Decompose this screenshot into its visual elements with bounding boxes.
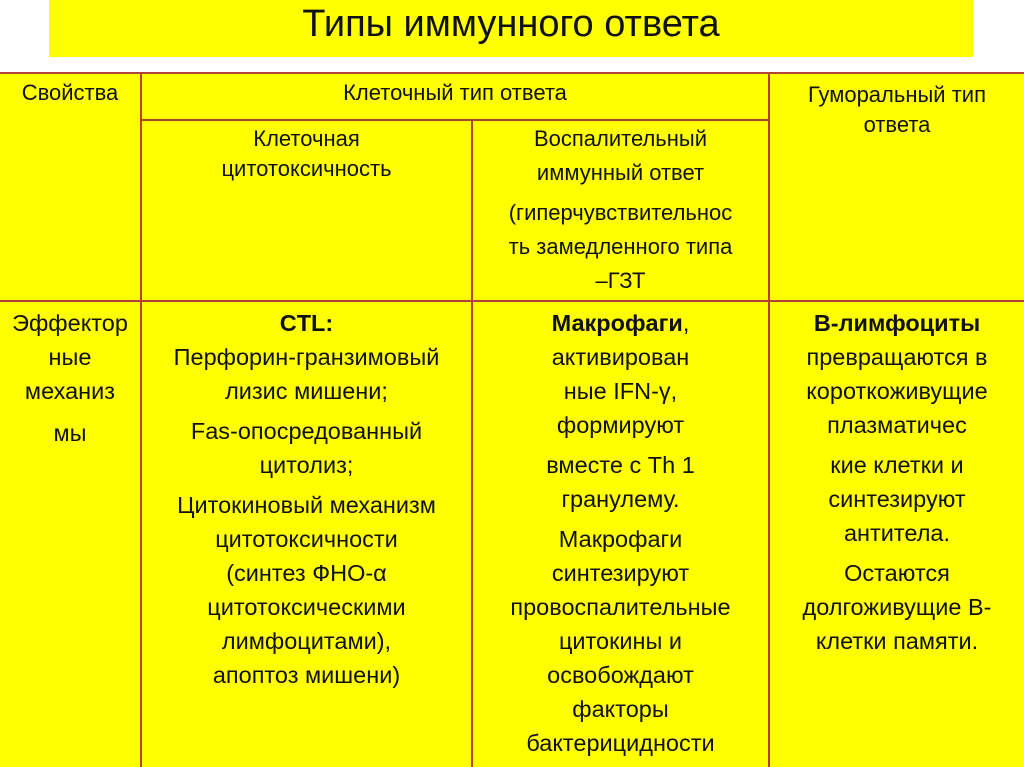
header-properties: Свойства xyxy=(21,80,119,105)
macrophages-heading: Макрофаги xyxy=(551,310,683,336)
subheader-divider xyxy=(140,119,770,121)
header-cellular: Клеточный тип ответа xyxy=(343,80,567,105)
row-label-effector: Эффектор ные механиз мы xyxy=(12,310,128,446)
ctl-mechanisms: CTL: Перфорин-гранзимовый лизис мишени; Fas-опосредованный цитолиз; Цитокиновый механизм цитотоксичности (синтез ФНО-α цитотоксическими лимфоцитами), апоптоз мишени) xyxy=(173,310,440,688)
header-cytotoxicity: Клеточная цитотоксичность xyxy=(221,126,392,181)
b-cell-mechanisms: В-лимфоциты превращаются в короткоживущие плазматичес кие клетки и синтезируют антитела. Остаются долгоживущие В- клетки памяти. xyxy=(802,310,992,654)
table-top-border xyxy=(0,72,1024,74)
title-banner xyxy=(49,0,973,57)
macrophage-mechanisms: Макрофаги, активирован ные IFN-γ, формируют вместе с Th 1 гранулему. Макрофаги синтезируют провоспалительные цитокины и освобождают факторы бактерицидности xyxy=(510,310,731,756)
header-humoral: Гуморальный тип ответа xyxy=(808,82,986,137)
header-inflammatory: Воспалительный иммунный ответ (гиперчувствительнос ть замедленного типа –ГЗТ xyxy=(508,126,733,293)
header-bottom-border xyxy=(0,300,1024,302)
page-title: Типы иммунного ответа xyxy=(302,3,720,45)
